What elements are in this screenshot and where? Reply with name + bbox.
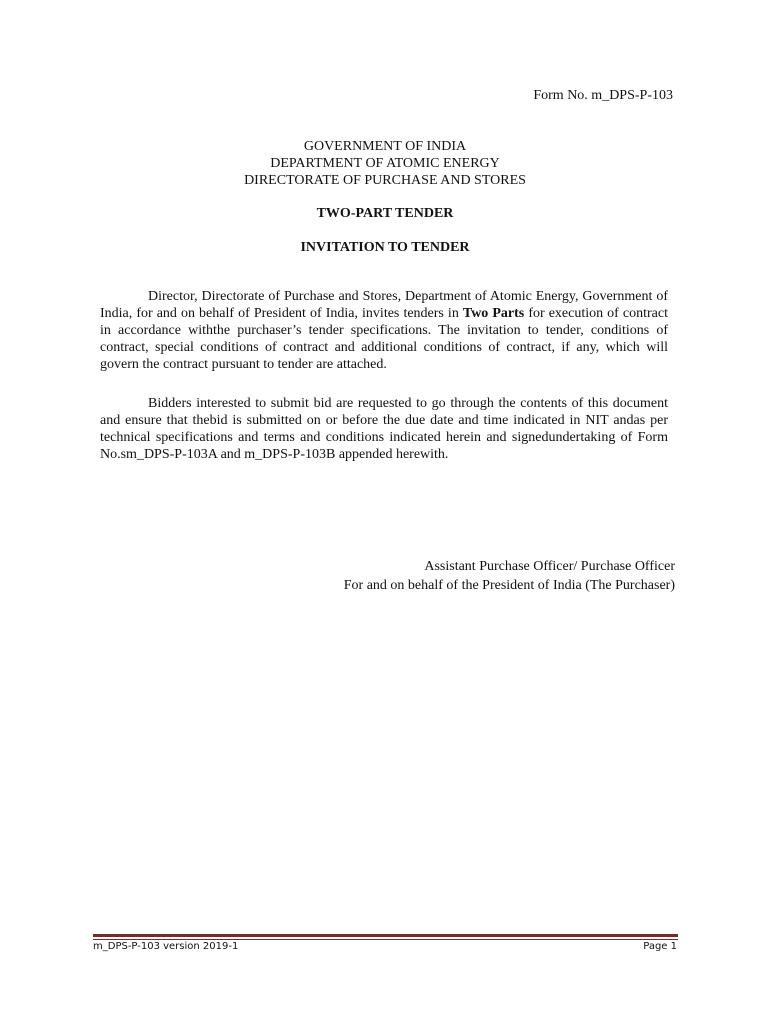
footer-page-number: Page 1 [643,941,677,952]
two-parts-emphasis: Two Parts [462,306,525,321]
signature-designation: Assistant Purchase Officer/ Purchase Officer [424,559,675,574]
form-number: Form No. m_DPS-P-103 [533,88,673,103]
paragraph-bidders [100,395,668,463]
footer-divider-thin [93,939,678,940]
paragraph-bidders-text: Bidders interested to submit bid are requested to go through the contents of this document and ensure that thebid is submitted on or before the due date and time indicated in NIT andas per technical specifications and terms and conditions indicated herein and signedundertaking of Form No.sm_DPS-P-103A and m_DPS-P-103B appended herewith. [100,396,668,462]
paragraph-invitation [100,288,668,373]
footer-divider-thick [93,934,678,937]
paragraph-invitation-text-end: for execution of contract in accordance withthe purchaser’s tender specifications. The invitation to tender, conditions of contract, special conditions of contract and additional conditions of contract, if any, which will govern the contract pursuant to tender are attached. [100,306,668,372]
tender-type-title: TWO-PART TENDER [316,206,454,221]
paragraph-invitation-text-start: Director, Directorate of Purchase and Stores, Department of Atomic Energy, Government of India, for and on behalf of President of India, invites tenders in [100,289,668,321]
heading-directorate: DIRECTORATE OF PURCHASE AND STORES [244,173,526,188]
heading-government: GOVERNMENT OF INDIA [303,139,467,154]
invitation-title: INVITATION TO TENDER [300,240,470,255]
heading-block [0,138,770,189]
signature-block [344,557,675,595]
heading-department: DEPARTMENT OF ATOMIC ENERGY [270,156,500,171]
signature-on-behalf: For and on behalf of the President of India (The Purchaser) [343,578,675,593]
footer-version: m_DPS-P-103 version 2019-1 [93,941,239,952]
